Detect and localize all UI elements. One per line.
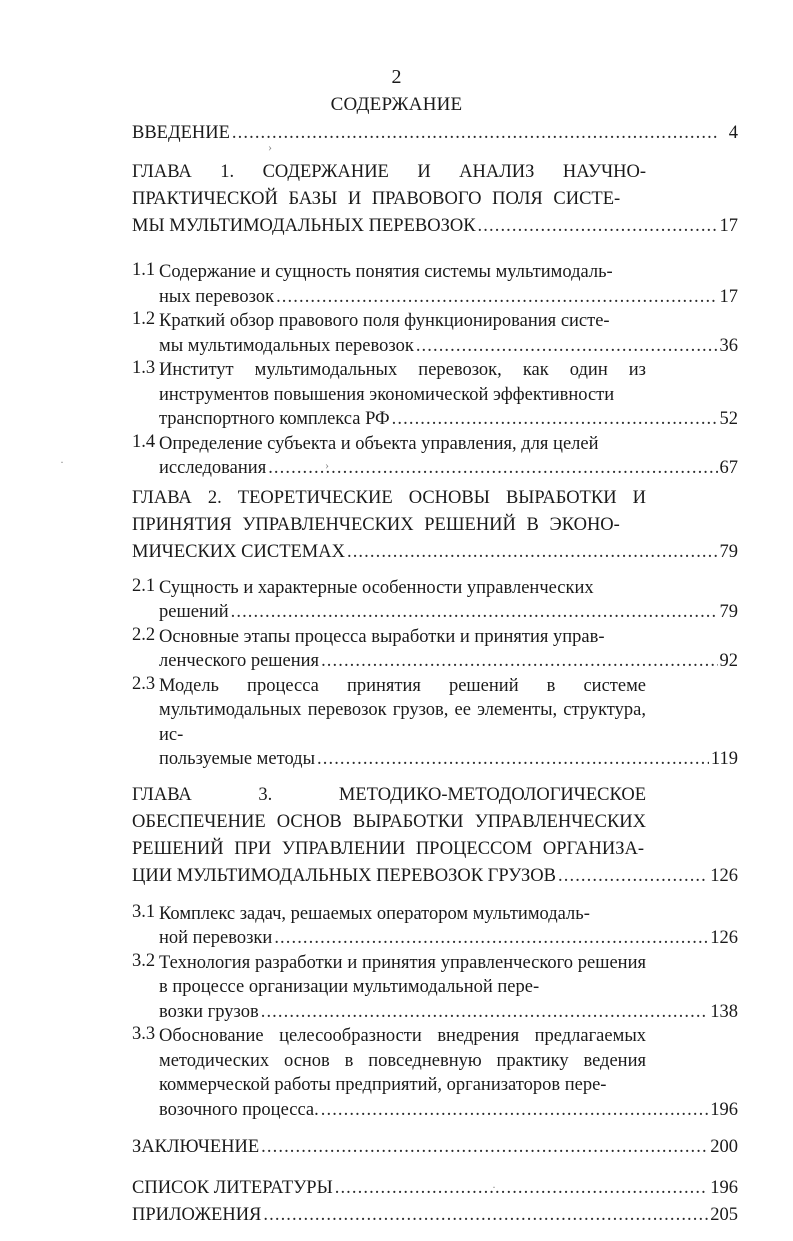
dot-leader [392, 407, 718, 432]
toc-page-number: 126 [710, 865, 738, 886]
toc-entry-title: ГЛАВА 3. МЕТОДИКО-МЕТОДОЛОГИЧЕСКОЕ ОБЕСПЕЧЕНИЕ ОСНОВ ВЫРАБОТКИ УПРАВЛЕНЧЕСКИХ РЕШЕНИЙ ПРИ УПРАВЛЕНИИ ПРОЦЕССОМ ОРГАНИЗА- [132, 784, 646, 859]
dot-leader [347, 539, 718, 566]
toc-page-number: 67 [719, 458, 738, 478]
toc-entry-title: Содержание и сущность понятия системы мультимодаль- [159, 262, 613, 282]
toc-entry-chapter-1[interactable] [132, 159, 738, 240]
toc-entry-section-2-3[interactable] [132, 674, 738, 772]
dot-leader [335, 1175, 709, 1202]
dot-leader [558, 863, 708, 890]
toc-entry-references[interactable] [132, 1175, 738, 1202]
toc-page-number: 17 [719, 216, 738, 236]
section-number: 1.4 [132, 431, 156, 452]
toc-page-number: 92 [719, 651, 738, 671]
scan-artifact: · [492, 1180, 496, 1194]
toc-entry-section-1-3[interactable] [132, 358, 738, 432]
toc-page-number: 4 [728, 123, 738, 143]
toc-page-number: 17 [719, 286, 738, 307]
toc-entry-title-tail: решений [159, 602, 229, 622]
dot-leader [274, 926, 708, 951]
toc-entry-chapter-3[interactable] [132, 782, 738, 890]
dot-leader [261, 1000, 709, 1025]
toc-entry-title: Определение субъекта и объекта управления, для целей [159, 433, 599, 454]
section-number: 1.1 [132, 260, 156, 280]
toc-entry-title-tail: ных перевозок [159, 286, 275, 307]
toc-entry-title: ВВЕДЕНИЕ [132, 123, 230, 143]
section-number: 2.2 [132, 624, 156, 645]
toc-entry-section-3-3[interactable] [132, 1024, 738, 1122]
toc-entry-introduction[interactable] [132, 120, 738, 147]
toc-entry-title: Модель процесса принятия решений в системе мультимодальных перевозок грузов, ее элементы, структура, ис- [159, 675, 646, 745]
dot-leader [232, 120, 718, 147]
toc-page-number: 79 [719, 541, 738, 562]
toc-entry-section-3-1[interactable] [132, 902, 738, 951]
toc-page-number: 36 [719, 335, 738, 356]
dot-leader [261, 1134, 708, 1161]
scan-artifact: › [268, 140, 272, 154]
toc-entry-title-tail: ЦИИ МУЛЬТИМОДАЛЬНЫХ ПЕРЕВОЗОК ГРУЗОВ [132, 865, 557, 886]
toc-entry-title: Основные этапы процесса выработки и принятия управ- [159, 626, 605, 647]
toc-page-number: 126 [710, 928, 738, 948]
page-number: 2 [391, 66, 402, 88]
toc-entry-title-tail: транспортного комплекса РФ [159, 409, 390, 429]
toc-entry-title: Краткий обзор правового поля функционирования систе- [159, 311, 610, 331]
toc-entry-title: ЗАКЛЮЧЕНИЕ [132, 1137, 260, 1157]
toc-entry-title-tail: исследования [159, 458, 267, 478]
toc-entry-title-tail: МИЧЕСКИХ СИСТЕМАХ [132, 541, 345, 562]
dot-leader [231, 600, 718, 625]
section-number: 3.3 [132, 1024, 156, 1044]
toc-entry-title-tail: возочного процесса. [159, 1099, 319, 1120]
toc-entry-title-tail: ленческого решения [159, 651, 320, 671]
toc-entry-appendices[interactable] [132, 1202, 738, 1229]
toc-page-number: 205 [710, 1205, 738, 1225]
page-title: СОДЕРЖАНИЕ [330, 94, 463, 115]
toc-entry-section-2-2[interactable] [132, 625, 738, 674]
dot-leader [416, 334, 718, 359]
section-number: 2.1 [132, 575, 156, 596]
section-number: 1.3 [132, 358, 156, 378]
toc-entry-title: СПИСОК ЛИТЕРАТУРЫ [132, 1178, 333, 1198]
scan-artifact: · [60, 455, 64, 469]
toc-page-number: 79 [719, 602, 738, 622]
toc-entry-title: Комплекс задач, решаемых оператором мультимодаль- [159, 903, 590, 924]
dot-leader [321, 1098, 709, 1123]
toc-entry-title: Сущность и характерные особенности управленческих [159, 577, 594, 598]
dot-leader [321, 649, 717, 674]
toc-entry-title: ГЛАВА 1. СОДЕРЖАНИЕ И АНАЛИЗ НАУЧНО-ПРАКТИЧЕСКОЙ БАЗЫ И ПРАВОВОГО ПОЛЯ СИСТЕ- [132, 162, 646, 209]
toc-entry-section-1-2[interactable] [132, 309, 738, 358]
toc-entry-section-1-4[interactable] [132, 432, 738, 481]
toc-entry-title: ПРИЛОЖЕНИЯ [132, 1205, 262, 1225]
toc-page-number: 138 [710, 1001, 738, 1022]
section-number: 1.2 [132, 309, 156, 329]
toc-page-number: 200 [710, 1137, 738, 1157]
toc-page-number: 52 [719, 409, 738, 429]
toc-entry-section-1-1[interactable] [132, 260, 738, 309]
dot-leader [478, 213, 718, 240]
toc-entry-title-tail: мы мультимодальных перевозок [159, 335, 414, 356]
section-number: 3.2 [132, 950, 156, 971]
scan-artifact: › [325, 458, 329, 472]
dot-leader [268, 456, 717, 481]
dot-leader [276, 285, 717, 310]
dot-leader [263, 1202, 708, 1229]
toc-page-number: 119 [710, 749, 738, 769]
toc-entry-title: Институт мультимодальных перевозок, как один из инструментов повышения экономической эффективности [159, 360, 646, 405]
toc-entry-title: Обоснование целесообразности внедрения предлагаемых методических основ в повседневную практику ведения коммерческой работы предприятий, организаторов пере- [159, 1026, 646, 1095]
toc-entry-section-3-2[interactable] [132, 951, 738, 1025]
dot-leader [317, 747, 709, 772]
toc-entry-conclusion[interactable] [132, 1134, 738, 1161]
toc-entry-chapter-2[interactable] [132, 485, 738, 566]
toc-entry-section-2-1[interactable] [132, 576, 738, 625]
toc-entry-title-tail: ной перевозки [159, 928, 273, 948]
table-of-contents [132, 120, 738, 1229]
toc-entry-title-tail: МЫ МУЛЬТИМОДАЛЬНЫХ ПЕРЕВОЗОК [132, 216, 476, 236]
toc-entry-title-tail: пользуемые методы [159, 749, 316, 769]
toc-entry-title-tail: возки грузов [159, 1001, 259, 1022]
toc-entry-title: Технология разработки и принятия управленческого решения в процессе организации мультимодальной пере- [159, 952, 646, 997]
section-number: 3.1 [132, 901, 156, 922]
toc-page-number: 196 [710, 1178, 738, 1198]
toc-entry-title: ГЛАВА 2. ТЕОРЕТИЧЕСКИЕ ОСНОВЫ ВЫРАБОТКИ И ПРИНЯТИЯ УПРАВЛЕНЧЕСКИХ РЕШЕНИЙ В ЭКОНО- [132, 487, 646, 535]
section-number: 2.3 [132, 673, 156, 694]
toc-page-number: 196 [710, 1099, 738, 1120]
